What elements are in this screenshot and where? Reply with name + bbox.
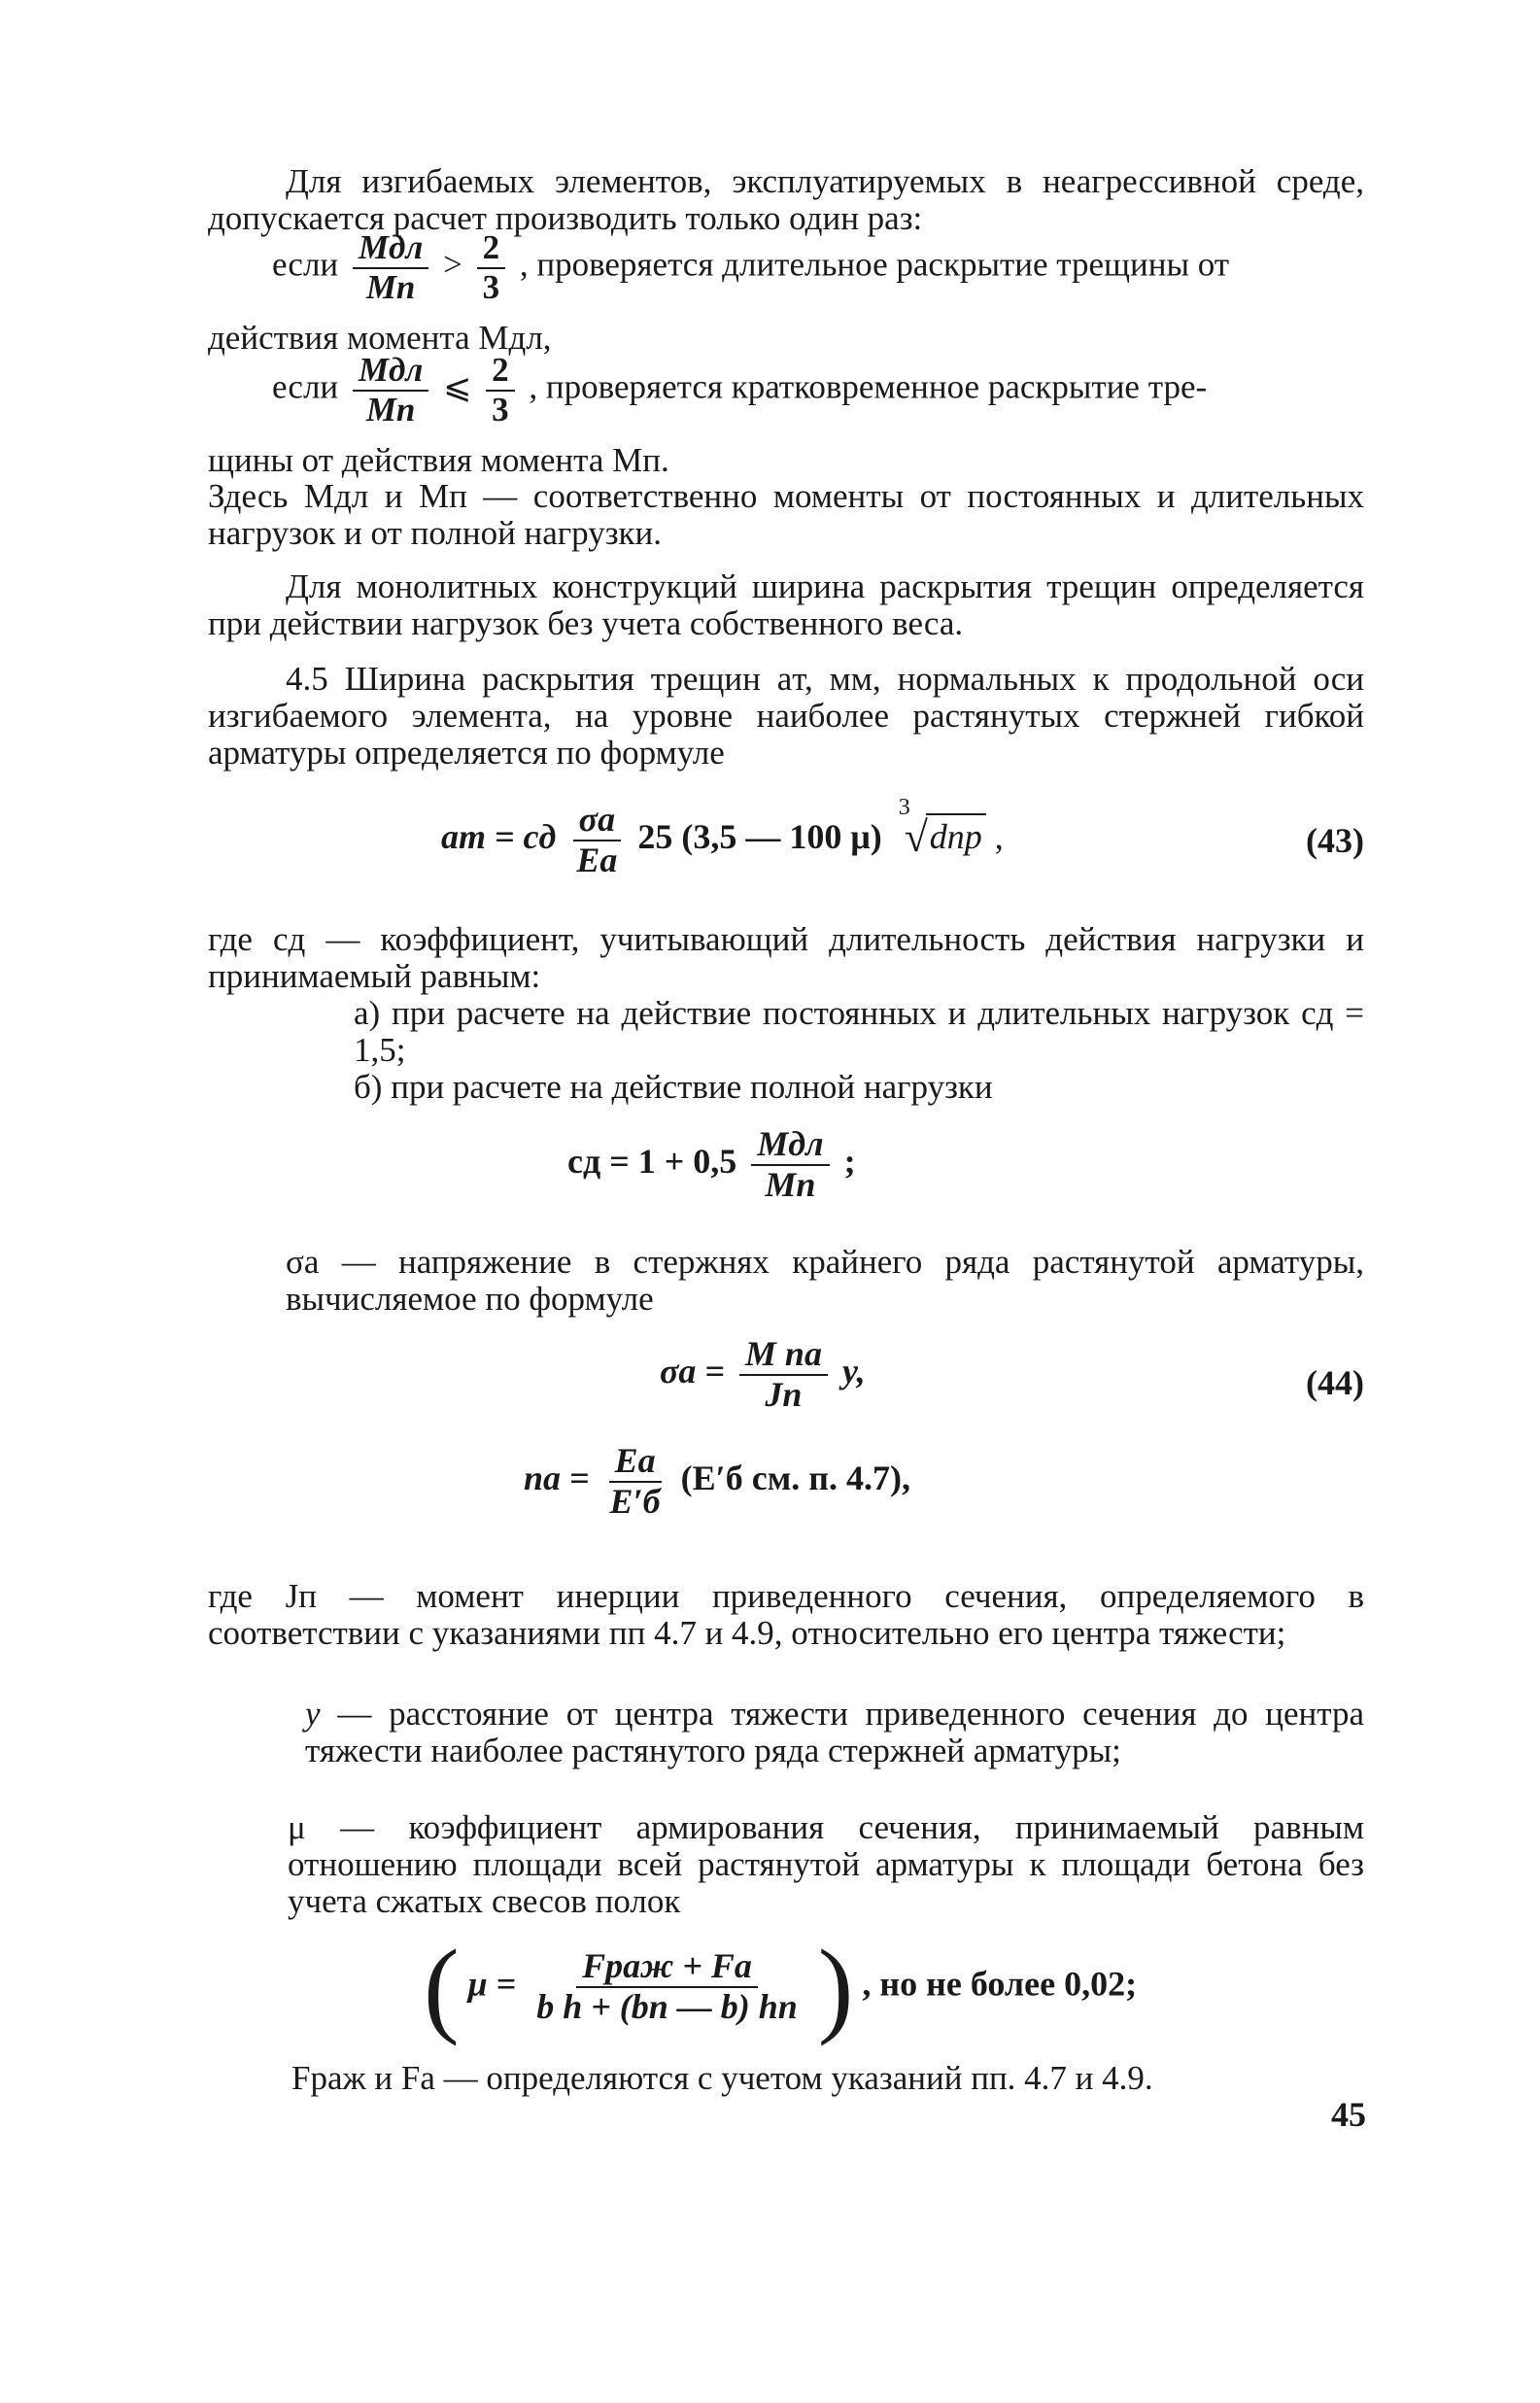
equation-mu <box>208 1928 1364 2060</box>
eq-mu-numerator: Fрaж + Fа <box>576 1947 758 1988</box>
sigma-head: σа <box>286 1243 320 1281</box>
cond1-fraction <box>353 229 428 306</box>
eq44-denominator: Jп <box>765 1374 803 1414</box>
condition-short-term <box>208 351 1364 479</box>
cond2-fraction <box>353 352 428 429</box>
page-number: 45 <box>1331 2095 1366 2134</box>
cond2-ratio <box>486 352 515 429</box>
paragraph-monolithic: Для монолитных конструкций ширина раскрытия трещин определяется при действии нагрузок без учета собственного веса. <box>208 567 1364 642</box>
eq-cd-fraction <box>751 1125 829 1204</box>
eq43-denominator: Eа <box>576 840 618 879</box>
left-paren-icon: ( <box>424 1928 460 2046</box>
eq-mu-denominator: b h + (bп — b) hп <box>536 1987 798 2026</box>
eq43-lhs: aт = cд <box>441 816 557 856</box>
cond2-ratio-den: 3 <box>492 390 509 429</box>
paragraph-intro: Для изгибаемых элементов, эксплуатируемых в неагрессивной среде, допускается расчет производить только один раз: <box>208 162 1364 237</box>
paragraph-4-5: 4.5 Ширина раскрытия трещин aт, мм, нормальных к продольной оси изгибаемого элемента, на уровне наиболее растянутых стержней гибкой арматуры определяется по формуле <box>208 660 1364 772</box>
cond1-numerator: Mдл <box>353 229 428 269</box>
cond1-text: , проверяется длительное раскрытие трещины от <box>519 245 1230 284</box>
equation-cd <box>208 1117 1364 1224</box>
equation-na <box>208 1436 1364 1543</box>
mu-head: μ <box>288 1808 306 1846</box>
eq43-tail: , <box>994 816 1004 856</box>
eq-cd-numerator: Mдл <box>751 1125 829 1166</box>
cond2-relation: ⩽ <box>443 367 472 406</box>
definition-mu <box>288 1809 1364 1920</box>
eq-na-tail: (E′б см. п. 4.7), <box>680 1458 911 1497</box>
where1-item-b: б) при расчете на действие полной нагрузки <box>354 1068 993 1106</box>
where1-head: где cд <box>208 920 306 958</box>
eq-na-numerator: Eа <box>609 1442 662 1483</box>
definition-y <box>305 1696 1364 1769</box>
cond1-denominator: Mп <box>365 267 416 306</box>
mu-text: — коэффициент армирования сечения, принимаемый равным отношению площади всей растянутой арматуры к площади бетона без учета сжатых свесов полок <box>288 1808 1365 1920</box>
eq-na-denominator: E′б <box>609 1481 661 1521</box>
right-paren-icon: ) <box>817 1928 854 2046</box>
definition-jn <box>208 1578 1364 1652</box>
eq43-number: (43) <box>1306 821 1364 860</box>
cond1-ratio-num: 2 <box>477 229 506 269</box>
eq43-root-index: 3 <box>898 794 910 820</box>
eq-cd-tail: ; <box>843 1141 856 1181</box>
cond1-continuation: действия момента Mдл, <box>208 319 552 357</box>
eq-na-lhs: nа = <box>524 1458 590 1497</box>
cond1-lead: если <box>272 245 339 284</box>
eq-na-fraction <box>604 1442 667 1521</box>
sigma-text: — напряжение в стержнях крайнего ряда растянутой арматуры, вычисляемое по формуле <box>286 1243 1365 1318</box>
cond2-lead: если <box>272 367 339 406</box>
eq43-fraction <box>570 801 623 879</box>
eq-cd-denominator: Mп <box>765 1164 816 1204</box>
eq44-number: (44) <box>1306 1363 1364 1402</box>
eq44-numerator: M nа <box>739 1335 828 1376</box>
jn-text: — момент инерции приведенного сечения, определяемого в соответствии с указаниями пп 4.7 и 4.9, относительно его центра тяжести; <box>208 1577 1365 1652</box>
eq43-cube-root <box>898 794 986 861</box>
paragraph-last: Fрaж и Fа — определяются с учетом указаний пп. 4.7 и 4.9. <box>291 2059 1153 2097</box>
condition-long-term <box>208 228 1364 357</box>
cond2-continuation: щины от действия момента Mп. <box>208 441 669 479</box>
definition-sigma <box>286 1244 1364 1318</box>
eq-mu-tail: , но не более 0,02; <box>862 1964 1138 2004</box>
eq44-fraction <box>739 1335 828 1414</box>
cond2-numerator: Mдл <box>353 352 428 392</box>
y-text: — расстояние от центра тяжести приведенного сечения до центра тяжести наиболее растянутого ряда стержней арматуры; <box>305 1695 1364 1769</box>
eq-mu-fraction <box>530 1947 804 2026</box>
eq43-root-arg: dпр <box>926 813 986 856</box>
cond1-ratio <box>477 229 506 306</box>
eq43-middle: 25 (3,5 — 100 μ) <box>637 816 882 856</box>
jn-head: где Jп <box>208 1577 317 1615</box>
equation-44 <box>208 1329 1364 1436</box>
cond2-denominator: Mп <box>365 390 416 429</box>
radical-icon: √ <box>904 812 928 861</box>
eq-mu-lhs: μ = <box>467 1964 517 2004</box>
definition-cd <box>208 921 1364 1116</box>
cond2-text: , проверяется кратковременное раскрытие тре- <box>529 367 1208 406</box>
where1-text: — коэффициент, учитывающий длительность действия нагрузки и принимаемый равным: <box>208 920 1365 995</box>
y-head: y <box>305 1695 321 1733</box>
eq44-tail: y, <box>841 1351 866 1390</box>
equation-43 <box>208 787 1364 894</box>
cond1-relation: > <box>443 245 462 284</box>
cond2-ratio-num: 2 <box>486 352 515 392</box>
where1-item-a: а) при расчете на действие постоянных и длительных нагрузок cд = 1,5; <box>354 994 1364 1069</box>
eq44-lhs: σа = <box>660 1351 725 1390</box>
paragraph-here: Здесь Mдл и Mп — соответственно моменты от постоянных и длительных нагрузок и от полной нагрузки. <box>208 477 1364 552</box>
cond1-ratio-den: 3 <box>482 267 500 306</box>
eq-cd-lhs: cд = 1 + 0,5 <box>567 1141 737 1181</box>
eq43-numerator: σа <box>573 801 621 841</box>
